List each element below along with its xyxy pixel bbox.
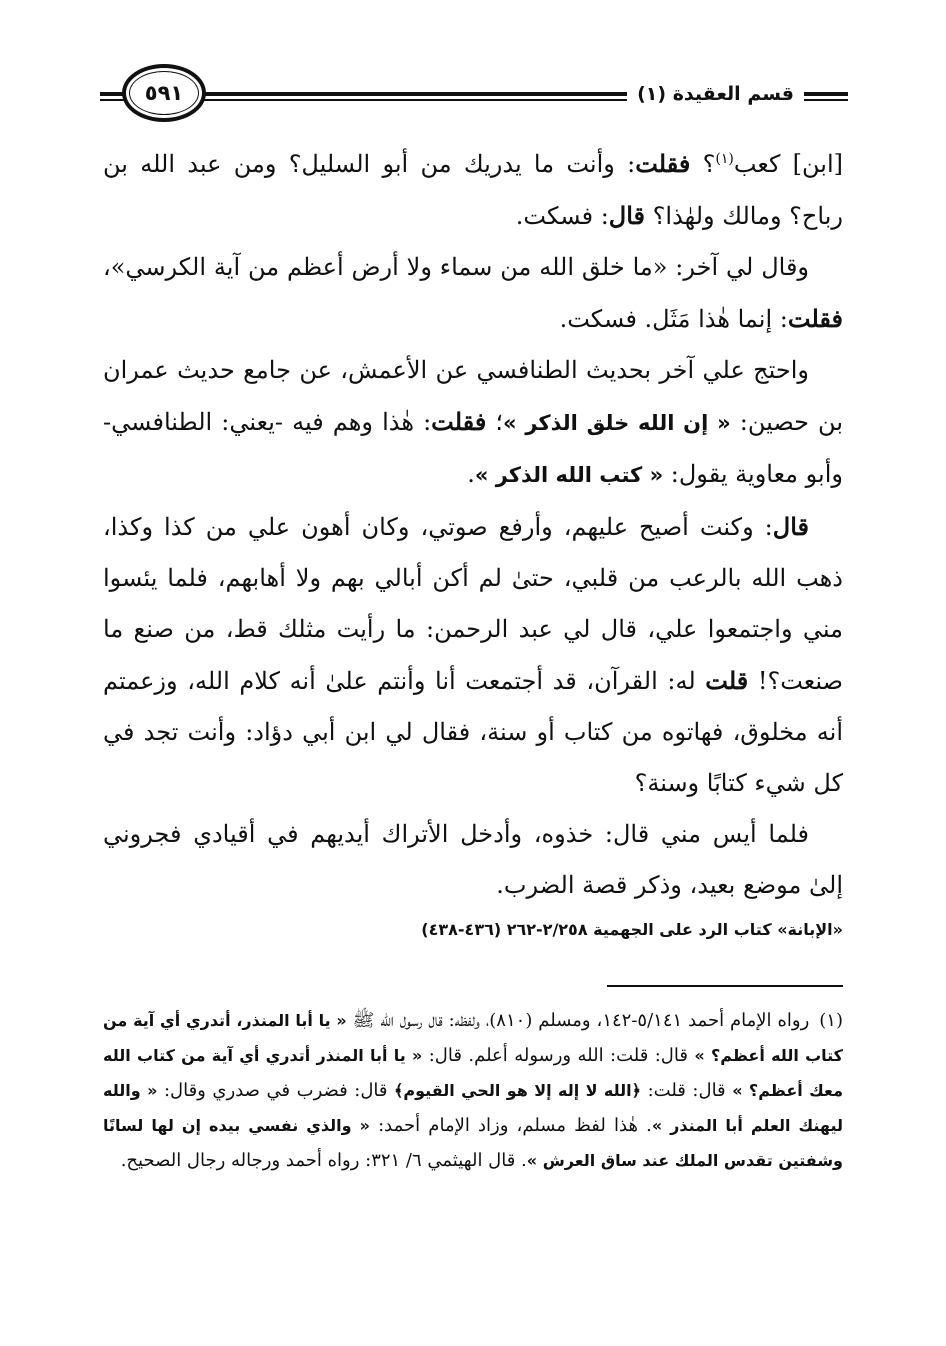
speaker-label: قال	[608, 201, 646, 230]
hadith-quote: « كتب الله الذكر »	[474, 463, 664, 487]
text-run: فلما أيس مني قال: خذوه، وأدخل الأتراك أيديهم في أقيادي فجروني إلىٰ موضع بعيد، وذكر قصة الضرب.	[103, 820, 843, 899]
text-run: ؛	[486, 408, 504, 436]
text-run: . هٰذا لفظ مسلم، وزاد الإمام أحمد:	[369, 1115, 652, 1136]
section-title: قسم العقيدة (١)	[627, 80, 804, 108]
text-run: : إنما هٰذا مَثَل. فسكت.	[559, 305, 788, 333]
speaker-label: قلت	[705, 666, 749, 695]
footnote-number: (١)	[819, 1010, 843, 1031]
text-run: . قال الهيثمي ٦/ ٣٢١: رواه أحمد ورجاله رجال الصحيح.	[120, 1150, 527, 1171]
hadith-quote: « يا أبا المنذر أتدري أي آية من كتاب الله معك أعظم؟ »	[103, 1046, 843, 1100]
page-header	[100, 62, 848, 126]
text-run: واحتج علي آخر بحديث الطنافسي عن الأعمش، عن جامع حديث عمران بن حصين:	[103, 356, 844, 436]
footnote-reference[interactable]: (١)	[715, 151, 734, 167]
text-run: : وأنت ما يدريك من أبو السليل؟ ومن عبد الله بن رباح؟ ومالك ولهٰذا؟	[103, 150, 843, 230]
text-run: قال: قلت: الله ورسوله أعلم. قال:	[422, 1045, 695, 1066]
paragraph-1	[103, 138, 843, 242]
footnote-1	[103, 1003, 843, 1178]
text-run: : هٰذا وهم فيه -يعني: الطنافسي- وأبو معاوية يقول:	[103, 408, 843, 488]
main-text	[103, 138, 843, 945]
source-citation: «الإبانة» كتاب الرد على الجهمية ٢/٢٥٨-٢٦٢ (٤٣٦-٤٣٨)	[421, 920, 843, 939]
hadith-quote: « إن الله خلق الذكر »	[503, 411, 731, 435]
speaker-label: فقلت	[787, 304, 843, 333]
hadith-quote: « والله ليهنك العلم أبا المنذر »	[103, 1081, 843, 1135]
quran-verse: ﴿الله لا إله إلا هو الحي القيوم﴾	[394, 1081, 642, 1100]
footnotes	[103, 1003, 843, 1178]
speaker-label: فقلت	[635, 149, 691, 178]
text-run: وقال لي آخر: «ما خلق الله من سماء ولا أرض أعظم من آية الكرسي»،	[103, 253, 810, 281]
text-run: : فسكت.	[515, 202, 609, 230]
text-run: ؟	[690, 150, 716, 178]
speaker-label: فقلت	[431, 407, 487, 436]
speaker-label: قال	[772, 512, 809, 541]
page-number-label: ٥٩١	[144, 81, 184, 105]
hadith-quote: « والذي نفسي بيده إن لها لسانًا وشفتين تقدس الملك عند ساق العرش »	[103, 1116, 843, 1170]
text-run: قال: فضرب في صدري وقال:	[157, 1080, 395, 1101]
paragraph-4	[103, 501, 843, 809]
text-run: [ابن] كعب	[733, 150, 843, 178]
text-run: رواه الإمام أحمد ٥/١٤١-١٤٢، ومسلم (٨١٠)، ولفظه: قال رسول الله ﷺ	[346, 1010, 810, 1031]
hadith-quote: « يا أبا المنذر، أتدري أي آية من كتاب الله أعظم؟ »	[103, 1011, 843, 1065]
paragraph-2	[103, 242, 843, 345]
paragraph-3	[103, 345, 843, 501]
page-number	[122, 64, 206, 122]
text-run: : وكنت أصيح عليهم، وأرفع صوتي، وكان أهون علي من كذا وكذا، ذهب الله بالرعب من قلبي، حتىٰ لم أكن أبالي بهم ولا أهابهم، فلما يئسوا مني واجتمعوا علي، قال لي عبد الرحمن: ما رأيت مثلك قط، من صنع ما صنعت؟!	[103, 513, 844, 695]
text-run: قال: قلت:	[641, 1080, 733, 1101]
paragraph-5	[103, 809, 843, 911]
text-run: له: القرآن، قد أجتمعت أنا وأنتم علىٰ أنه كلام الله، وزعمتم أنه مخلوق، فهاتوه من كتاب أو سنة، فقال لي ابن أبي دؤاد: وأنت تجد في كل شيء كتابًا وسنة؟	[103, 667, 843, 797]
text-run: .	[467, 460, 475, 488]
footnote-separator	[607, 985, 843, 987]
